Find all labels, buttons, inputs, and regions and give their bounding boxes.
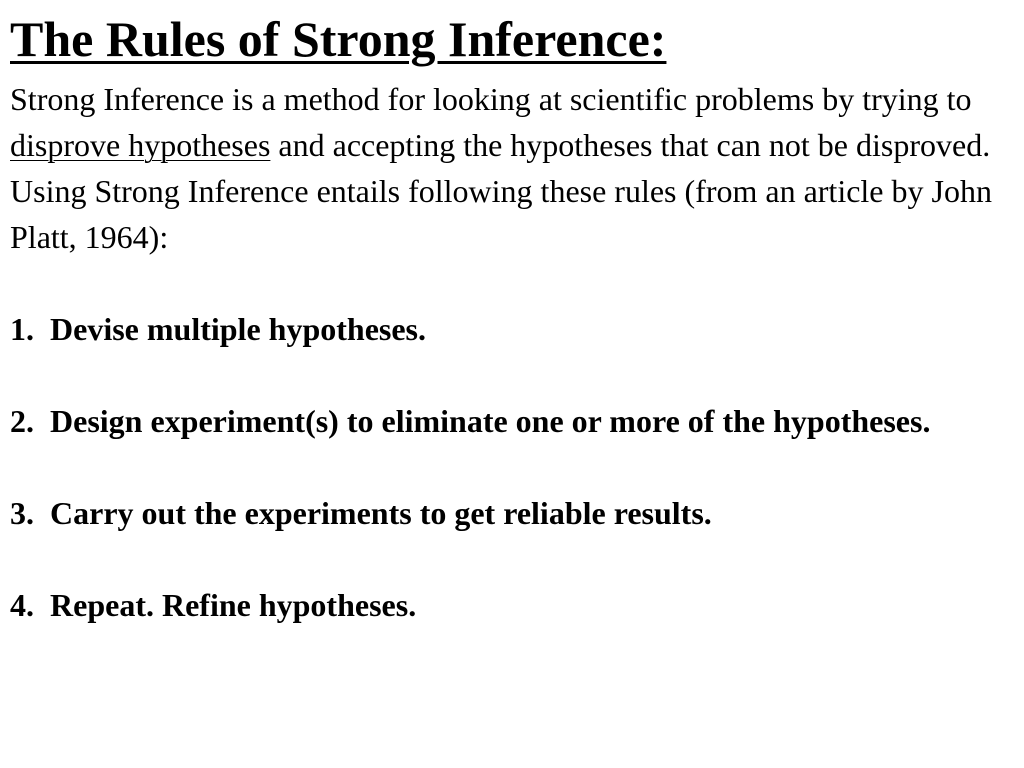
rule-item-3 [10, 490, 1000, 536]
rule-number: 4. [10, 587, 34, 623]
intro-text-after: and accepting the hypotheses that can not be disproved. Using Strong Inference entails following these rules (from an article by John Platt, 1964): [10, 127, 992, 255]
rule-number: 3. [10, 495, 34, 531]
rule-text: Carry out the experiments to get reliable results. [50, 495, 712, 531]
disprove-hypotheses-link[interactable]: disprove hypotheses [10, 127, 271, 163]
slide-title: The Rules of Strong Inference: [10, 11, 667, 67]
slide [10, 11, 1000, 628]
rule-number: 1. [10, 311, 34, 347]
rule-item-2 [10, 398, 1000, 444]
rule-item-4 [10, 582, 1000, 628]
rules-list [10, 306, 1000, 628]
rule-text: Design experiment(s) to eliminate one or more of the hypotheses. [50, 403, 931, 439]
intro-paragraph [10, 76, 1000, 260]
intro-text-before: Strong Inference is a method for looking at scientific problems by trying to [10, 81, 972, 117]
rule-number: 2. [10, 403, 34, 439]
rule-text: Repeat. Refine hypotheses. [50, 587, 417, 623]
rule-text: Devise multiple hypotheses. [50, 311, 426, 347]
rule-item-1 [10, 306, 1000, 352]
